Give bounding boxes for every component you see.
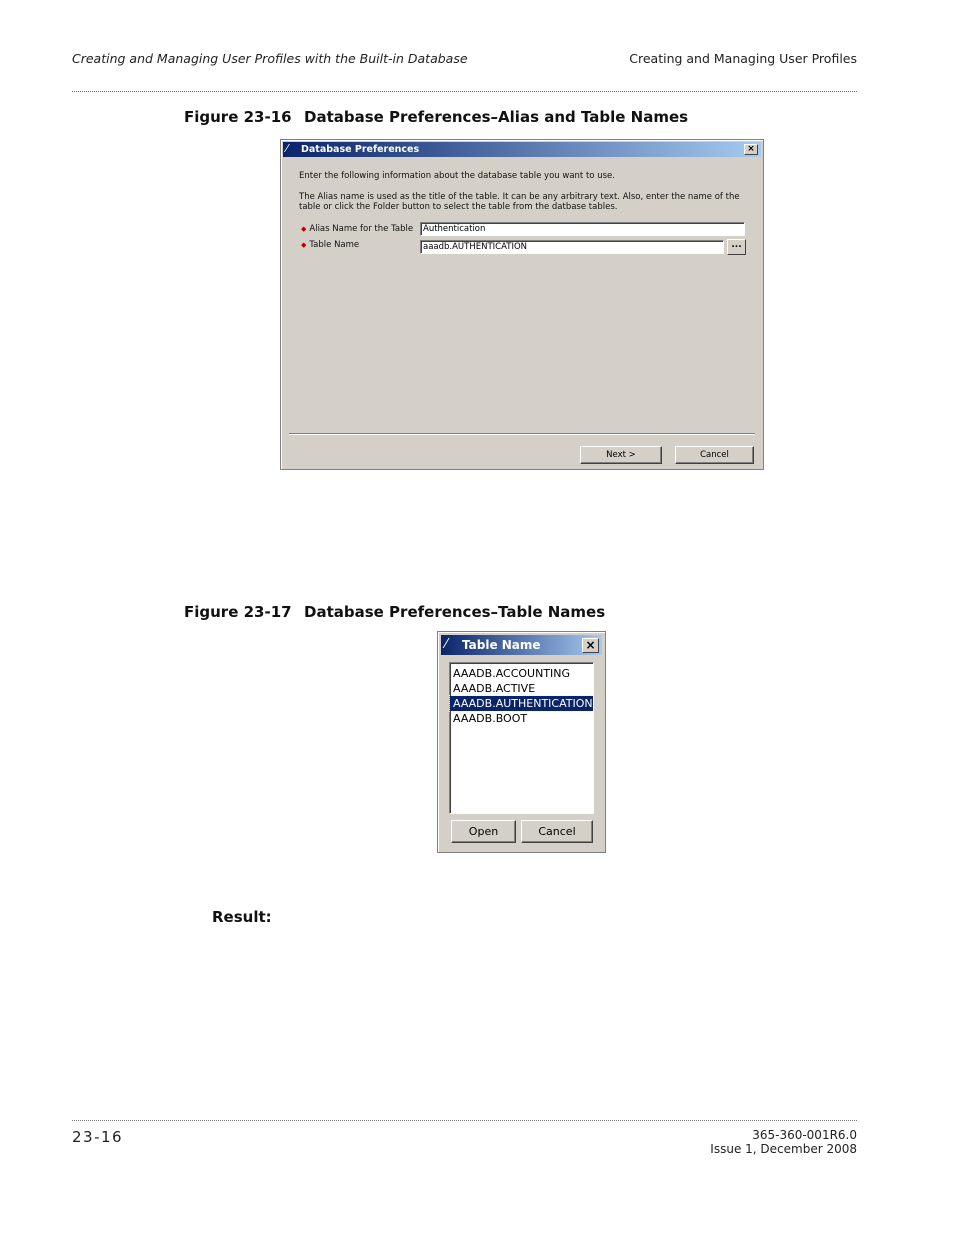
close-button[interactable] xyxy=(744,144,758,155)
app-logo-icon: ⁄ xyxy=(445,637,448,652)
header-divider xyxy=(72,91,857,92)
alias-label: Alias Name for the Table xyxy=(309,224,414,234)
app-logo-icon: ⁄ xyxy=(286,142,288,155)
result-label: Result: xyxy=(212,908,272,926)
header-section-title: Creating and Managing User Profiles xyxy=(629,51,857,66)
dialog-title: Table Name xyxy=(462,638,541,652)
footer-doc-info xyxy=(710,1128,857,1156)
table-name-input[interactable]: aaadb.AUTHENTICATION xyxy=(420,240,724,254)
alias-name-input[interactable]: Authentication xyxy=(420,222,745,236)
footer-divider xyxy=(72,1120,857,1121)
database-preferences-dialog xyxy=(280,139,764,470)
table-name-dialog xyxy=(437,631,606,853)
table-list[interactable] xyxy=(449,662,594,814)
next-button[interactable]: Next > xyxy=(580,446,662,464)
list-item[interactable]: AAADB.ACCOUNTING xyxy=(453,667,571,680)
page-number: 23-16 xyxy=(72,1128,124,1146)
cancel-button[interactable]: Cancel xyxy=(675,446,754,464)
list-item[interactable]: AAADB.BOOT xyxy=(453,712,528,725)
alias-row xyxy=(301,224,413,234)
dialog-titlebar xyxy=(441,635,602,655)
required-diamond-icon: ◆ xyxy=(301,241,307,249)
dialog-titlebar xyxy=(283,142,761,157)
doc-number: 365-360-001R6.0 xyxy=(752,1128,857,1142)
open-button[interactable]: Open xyxy=(451,820,516,843)
list-item[interactable]: AAADB.ACTIVE xyxy=(453,682,536,695)
instruction-text: Enter the following information about the database table you want to use. xyxy=(299,171,615,181)
issue-date: Issue 1, December 2008 xyxy=(710,1142,857,1156)
close-icon: × xyxy=(747,144,755,154)
figure-23-16-caption xyxy=(184,108,688,126)
required-diamond-icon: ◆ xyxy=(301,225,307,233)
figure-number: Figure 23-17 xyxy=(184,603,292,621)
close-button[interactable] xyxy=(582,638,599,653)
figure-title: Database Preferences–Alias and Table Names xyxy=(304,108,689,126)
figure-23-17-caption xyxy=(184,603,605,621)
browse-folder-button[interactable]: ... xyxy=(727,239,746,255)
cancel-button[interactable]: Cancel xyxy=(521,820,593,843)
figure-title: Database Preferences–Table Names xyxy=(304,603,606,621)
figure-number: Figure 23-16 xyxy=(184,108,292,126)
dialog-title: Database Preferences xyxy=(301,144,420,155)
description-text: The Alias name is used as the title of the table. It can be any arbitrary text. Also, enter the name of the table or click the Folder button to select the table from the datbase tables. xyxy=(299,192,740,212)
close-icon: × xyxy=(585,638,596,652)
table-name-label: Table Name xyxy=(309,240,360,250)
list-item[interactable]: AAADB.AUTHENTICATION xyxy=(450,696,593,711)
button-separator xyxy=(289,433,755,435)
table-row xyxy=(301,240,359,250)
header-chapter-title: Creating and Managing User Profiles with the Built-in Database xyxy=(72,51,468,66)
